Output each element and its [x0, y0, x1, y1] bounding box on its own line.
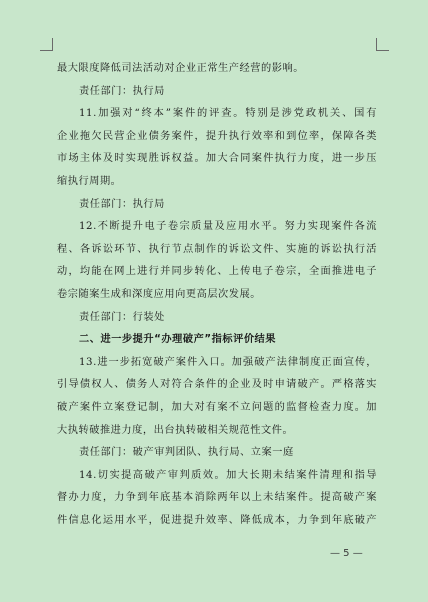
text-line: 11.加强对“终本”案件的评查。特别是涉党政机关、国有 [79, 108, 377, 120]
text-line: 件信息化运用水平，促进提升效率、降低成本，力争到年底破产 [57, 514, 377, 526]
text-line: 破产案件立案登记制，加大对有案不立问题的监督检查力度。加 [57, 401, 377, 413]
text-line: 责任部门：行装处 [79, 311, 165, 323]
text-line: 程、各诉讼环节、执行节点制作的诉讼文件、实施的诉讼执行活 [57, 243, 377, 255]
text-line: 引导债权人、债务人对符合条件的企业及时申请破产。严格落实 [57, 379, 377, 391]
text-line: 缩执行周期。 [57, 175, 122, 187]
text-line: 责任部门：执行局 [79, 85, 165, 97]
text-line: 14.切实提高破产审判质效。加大长期未结案件清理和指导 [79, 469, 377, 481]
text-line: 督办力度，力争到年底基本消除两年以上未结案件。提高破产案 [57, 492, 377, 504]
text-line: 卷宗随案生成和深度应用向更高层次发展。 [57, 288, 262, 300]
text-line: 动，均能在网上进行并同步转化、上传电子卷宗，全面推进电子 [57, 266, 377, 278]
page-number: — 5 — [330, 548, 363, 559]
section-heading: 二、进一步提升“办理破产”指标评价结果 [79, 334, 277, 346]
text-line: 企业拖欠民营企业债务案件，提升执行效率和到位率，保障各类 [57, 130, 377, 142]
text-line: 12.不断提升电子卷宗质量及应用水平。努力实现案件各流 [79, 221, 377, 233]
text-line: 13.进一步拓宽破产案件入口。加强破产法律制度正面宣传， [79, 356, 377, 368]
text-line: 责任部门：破产审判团队、执行局、立案一庭 [79, 447, 294, 459]
text-line: 市场主体及时实现胜诉权益。加大合同案件执行力度，进一步压 [57, 153, 377, 165]
document-body [57, 58, 377, 532]
text-line: 责任部门：执行局 [79, 198, 165, 210]
margin-corner-mark-left [40, 38, 53, 51]
margin-corner-mark-right [376, 38, 389, 51]
text-line: 最大限度降低司法活动对企业正常生产经营的影响。 [57, 63, 304, 74]
text-line: 大执转破推进力度，出台执转破相关规范性文件。 [57, 424, 294, 436]
